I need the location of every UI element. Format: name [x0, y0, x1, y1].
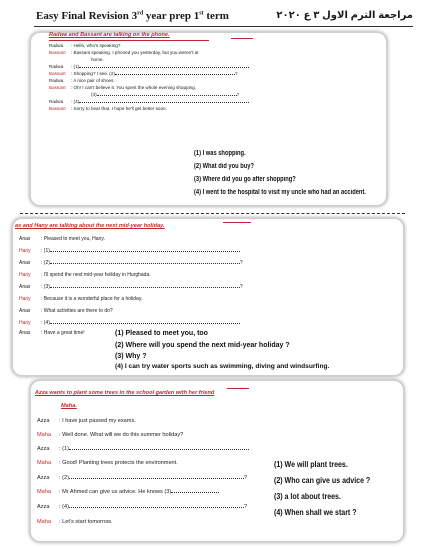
line-text: : (2): [41, 260, 50, 266]
line-tail: ?: [239, 260, 243, 266]
speaker: Radwa: [49, 64, 64, 69]
blank-line: [50, 287, 240, 288]
answer-item: (1) Pleased to meet you, too: [115, 330, 208, 337]
speaker: Hany: [19, 272, 31, 278]
answer-item: (1) I was shopping.: [194, 150, 246, 157]
answer-item: (1) We will plant trees.: [274, 460, 348, 469]
speaker: Anas: [19, 308, 31, 314]
header-rule: [34, 26, 413, 27]
dialogue-card-1: [30, 32, 387, 206]
dialogue-line: [49, 100, 249, 105]
line-text: : (4): [59, 504, 69, 510]
blank-line: [97, 95, 237, 96]
line-text: : (3): [41, 284, 50, 290]
page-header: [6, 6, 419, 28]
dialogue-line: [37, 476, 247, 482]
answer-item: (2) What did you buy?: [194, 163, 254, 170]
arabic-title: مراجعة الترم الاول ٣ ع ٢٠٢٠: [276, 10, 413, 21]
dialogue-card-2: [12, 218, 404, 376]
dialogue-line: [91, 93, 239, 98]
line-text: : Have a great time!: [41, 330, 85, 336]
line-text: : Good! Planting trees protects the environment.: [59, 460, 178, 466]
line-text: : (1): [41, 248, 50, 254]
title-accent: [231, 38, 253, 39]
dialogue-line: [19, 249, 240, 254]
dialogue-line: [49, 107, 167, 112]
line-text: : Let's start tomorrow.: [59, 519, 113, 525]
dialogue-line: [19, 237, 105, 242]
answer-item: (4) When shall we start ?: [274, 508, 357, 517]
dialogue-line: [37, 490, 219, 496]
line-text: : Oh! I can't believe it. You spent the whole evening shopping.: [71, 85, 196, 90]
dialogue-line: [37, 419, 136, 425]
blank-line: [69, 507, 244, 508]
blank-line: [50, 251, 240, 252]
dialogue-line: [49, 86, 196, 91]
speaker: Maha: [37, 489, 51, 495]
section-title: Radwa and Bassant are talking on the phone.: [49, 32, 170, 38]
speaker: Radwa: [49, 78, 64, 83]
dialogue-line: [49, 51, 198, 56]
speaker: Anas: [19, 284, 31, 290]
dialogue-card-3: [30, 380, 404, 542]
section-title-cont: Maha.: [61, 403, 77, 409]
section-divider: [20, 213, 405, 214]
dialogue-line: [37, 505, 247, 511]
speaker: Azza: [37, 418, 50, 424]
line-text: : I have just passed my exams.: [59, 418, 136, 424]
dialogue-line: [19, 321, 240, 326]
dialogue-line: [19, 261, 243, 266]
speaker: Hany: [19, 320, 31, 326]
speaker: Bassant: [49, 50, 66, 55]
answer-item: (3) Why ?: [115, 353, 147, 360]
speaker: Anas: [19, 236, 31, 242]
dialogue-line: [19, 297, 142, 302]
dialogue-line: [49, 79, 115, 84]
line-tail: ?: [236, 92, 240, 97]
line-text: : (1): [71, 64, 80, 69]
line-text: (3): [91, 92, 97, 97]
blank-line: [79, 67, 249, 68]
line-text: : Bassant speaking. I phoned you yesterday, but you weren't at: [71, 50, 199, 55]
line-text: : Hello, who's speaking?: [71, 43, 121, 48]
title-text: Easy Final Revision 3: [36, 10, 138, 22]
blank-line: [115, 74, 235, 75]
line-text: home.: [91, 57, 104, 62]
answer-item: (2) Where will you spend the next mid-year holiday ?: [115, 342, 290, 349]
title-underline: [49, 40, 209, 41]
line-text: : (4): [41, 320, 50, 326]
blank-line: [79, 102, 249, 103]
dialogue-line: [91, 58, 104, 63]
speaker: Bassant: [49, 85, 66, 90]
section-title: Azza wants to plant some trees in the school garden with her friend: [35, 390, 215, 396]
speaker: Anas: [19, 260, 31, 266]
speaker: Radwa: [49, 43, 64, 48]
answer-item: (4) I went to the hospital to visit my uncle who had an accident.: [194, 189, 366, 196]
blank-line: [50, 323, 240, 324]
line-text: : Shopping? I see. (2): [71, 71, 115, 76]
blank-line: [69, 449, 249, 450]
dialogue-line: [49, 65, 249, 70]
dialogue-line: [37, 433, 183, 439]
line-text: : Mr Ahmed can give us advice. He knows (3): [59, 489, 172, 495]
speaker: Hany: [19, 248, 31, 254]
line-text: : (1): [59, 446, 69, 452]
page-title: [36, 10, 229, 22]
speaker: Azza: [37, 504, 50, 510]
line-text: : Sorry to hear that. I hope he'll get better soon.: [71, 106, 167, 111]
title-accent: [223, 222, 251, 223]
speaker: Azza: [37, 446, 50, 452]
line-text: : I'll spend the next mid-year holiday in Hurghada.: [41, 272, 151, 278]
line-tail: ?: [234, 71, 238, 76]
speaker: Bassant: [49, 106, 66, 111]
blank-line: [171, 492, 219, 493]
line-text: : Well done. What will we do this summer holiday?: [59, 432, 184, 438]
line-text: : A nice pair of shoes.: [71, 78, 115, 83]
blank-line: [69, 478, 244, 479]
answer-item: (2) Who can give us advice ?: [274, 476, 371, 485]
line-tail: ?: [239, 284, 243, 290]
line-text: : What activities are there to do?: [41, 308, 113, 314]
answer-item: (4) I can try water sports such as swimming, diving and windsurfing.: [115, 363, 330, 370]
line-text: : (4): [71, 99, 80, 104]
answer-item: (3) Where did you go after shopping?: [194, 176, 296, 183]
dialogue-line: [49, 44, 120, 49]
dialogue-line: [37, 461, 178, 467]
speaker: Bassant: [49, 71, 66, 76]
section-title: as and Hany are talking about the next mid-year holiday.: [15, 223, 165, 229]
line-text: : Because it is a wonderful place for a holiday.: [41, 296, 143, 302]
line-tail: ?: [243, 504, 248, 510]
speaker: Radwa: [49, 99, 64, 104]
blank-line: [50, 263, 240, 264]
title-sup: st: [199, 10, 204, 17]
dialogue-line: [19, 273, 151, 278]
dialogue-line: [19, 285, 243, 290]
answer-item: (3) a lot about trees.: [274, 492, 341, 501]
dialogue-line: [49, 72, 238, 77]
speaker: Hany: [19, 296, 31, 302]
line-tail: ?: [243, 475, 248, 481]
speaker: Maha: [37, 519, 51, 525]
title-text: term: [203, 10, 229, 22]
dialogue-line: [19, 309, 113, 314]
speaker: Azza: [37, 475, 50, 481]
speaker: Maha: [37, 432, 51, 438]
dialogue-line: [37, 447, 249, 453]
line-text: : (2): [59, 475, 69, 481]
title-text: year prep 1: [143, 10, 200, 22]
dialogue-line: [37, 520, 112, 526]
title-sup: rd: [137, 10, 144, 17]
speaker: Maha: [37, 460, 51, 466]
speaker: Anas: [19, 330, 31, 336]
title-accent: [227, 388, 249, 389]
line-text: : Pleased to meet you, Hany.: [41, 236, 105, 242]
dialogue-line: [19, 331, 85, 336]
